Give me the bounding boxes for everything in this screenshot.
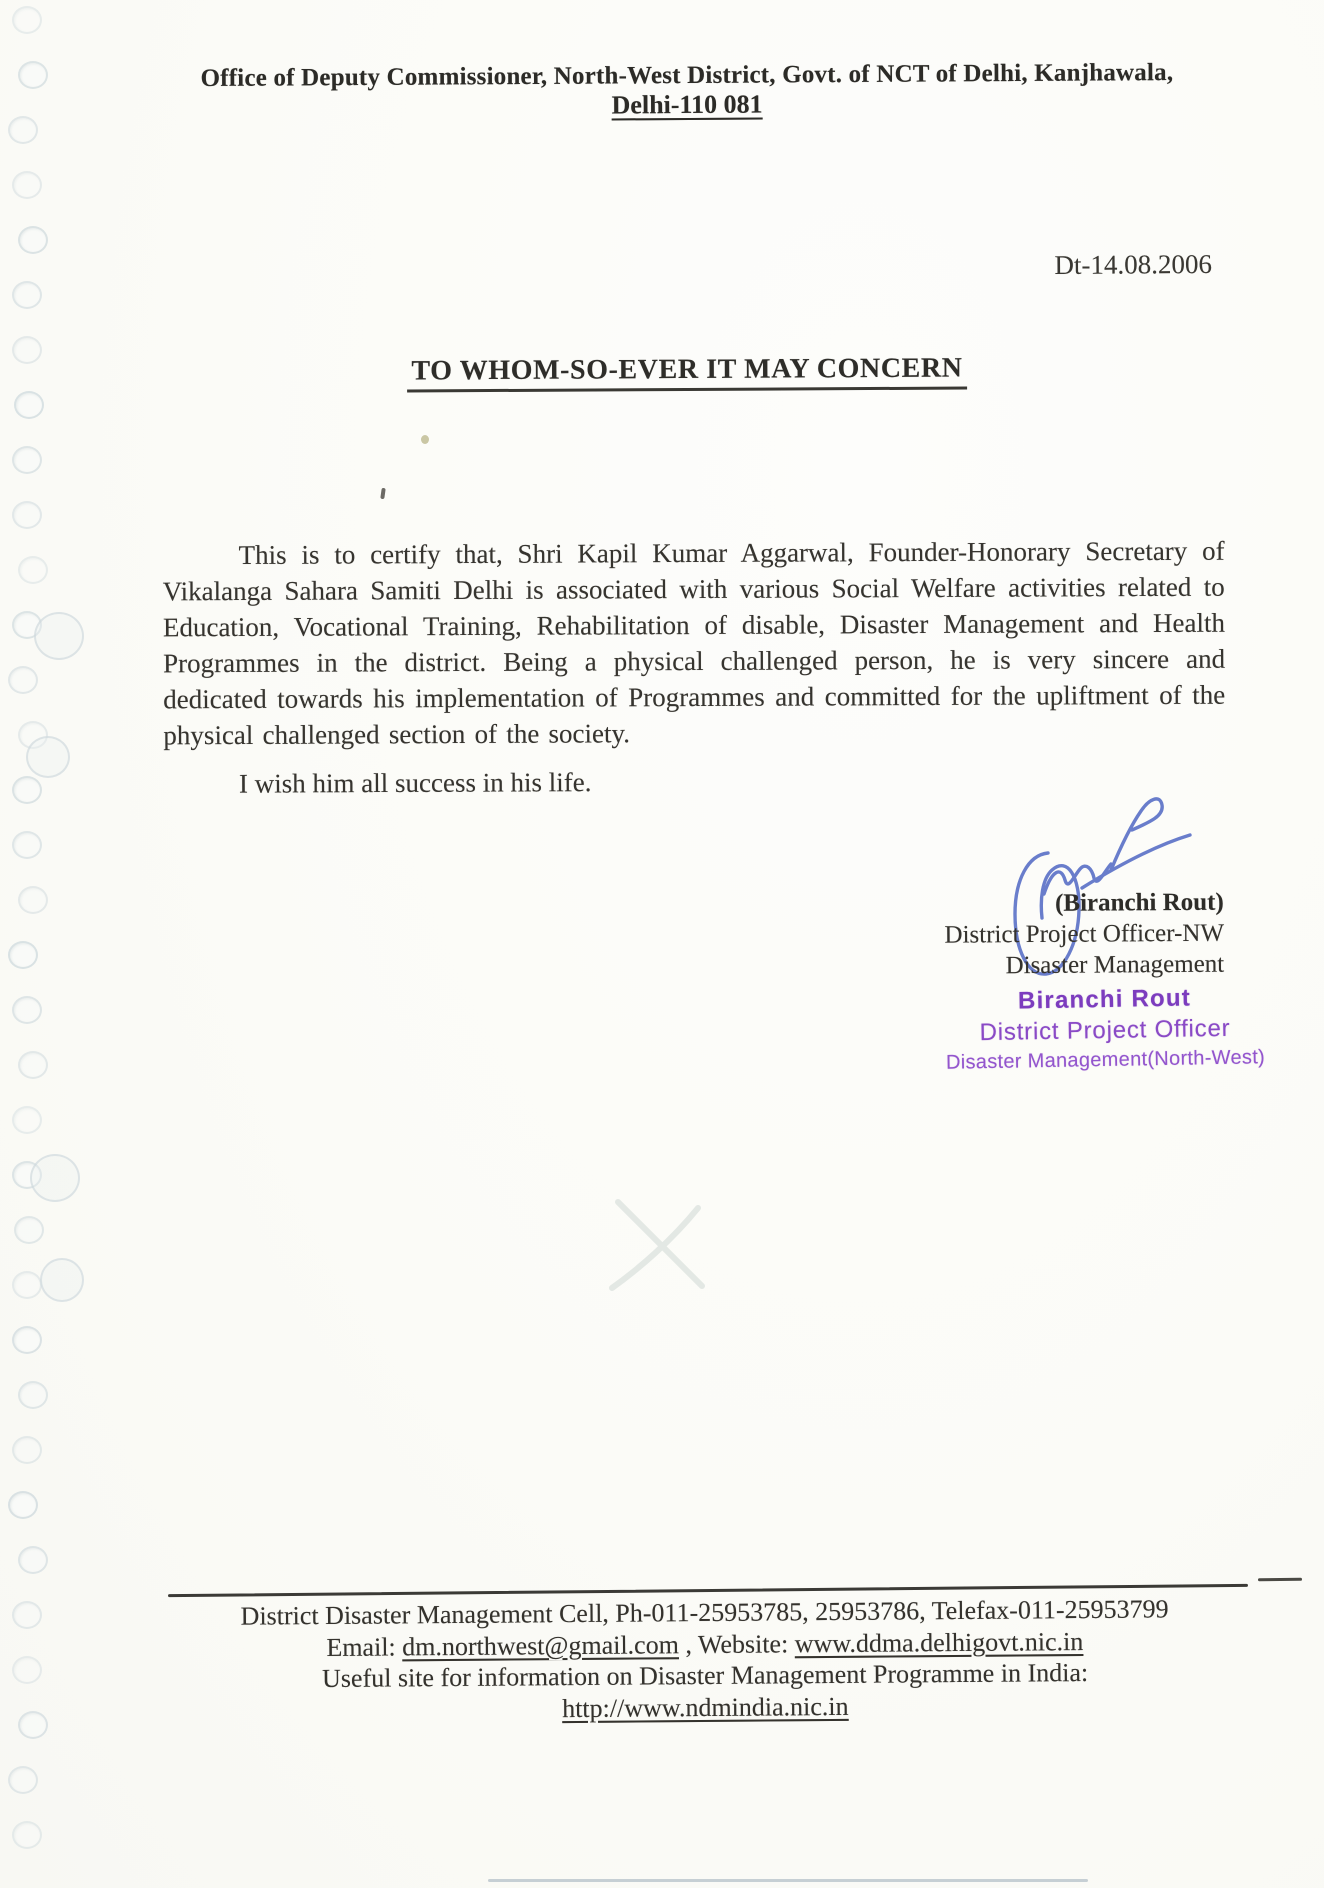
ndm-url-link[interactable]: http://www.ndmindia.nic.in xyxy=(562,1691,849,1723)
certificate-paragraph: This is to certify that, Shri Kapil Kumar Aggarwal, Founder-Honorary Secretary of Vikalanga Sahara Samiti Delhi is associated with various Social Welfare activities related to Education, Vocational Training, Rehabilitation of disable, Disaster Management and Health Programmes in the district. Being a physical challenged person, he is very sincere and dedicated towards his implementation of Programmes and committed for the upliftment of the physical challenged section of the society. xyxy=(162,535,1226,751)
binding-hole xyxy=(18,1546,48,1574)
footer-contact-line: District Disaster Management Cell, Ph-011-25953785, 25953786, Telefax-011-25953799 xyxy=(240,1594,1169,1631)
binding-hole xyxy=(8,1491,38,1519)
binding-hole xyxy=(12,1436,42,1464)
binding-hole xyxy=(12,501,42,529)
binding-hole xyxy=(18,1711,48,1739)
binding-hole xyxy=(12,171,42,199)
binding-hole xyxy=(12,1326,42,1354)
binding-hole xyxy=(8,941,38,969)
scan-smudge xyxy=(30,1154,80,1202)
signatory-department: Disaster Management xyxy=(1005,950,1225,980)
scan-smudge xyxy=(40,1258,84,1302)
binding-hole xyxy=(12,1271,42,1299)
scan-smudge xyxy=(34,612,84,660)
letter-title: TO WHOM-SO-EVER IT MAY CONCERN xyxy=(407,353,966,393)
signatory-title: District Project Officer-NW xyxy=(944,919,1225,949)
binding-holes-column xyxy=(0,0,110,1888)
binding-hole xyxy=(18,886,48,914)
binding-hole xyxy=(18,1381,48,1409)
binding-hole xyxy=(12,1656,42,1684)
office-stamp xyxy=(904,983,1305,1076)
letterhead xyxy=(60,58,1314,124)
scan-speck xyxy=(421,435,429,444)
binding-hole xyxy=(12,776,42,804)
signatory-block xyxy=(844,887,1225,983)
stamp-department: Disaster Management(North-West) xyxy=(945,1046,1266,1074)
binding-hole xyxy=(8,666,38,694)
footer-divider-dash xyxy=(1258,1578,1302,1581)
binding-hole xyxy=(12,996,42,1024)
binding-hole xyxy=(12,1821,42,1849)
scanner-edge-artifact xyxy=(488,1879,1088,1882)
letter-date: Dt-14.08.2006 xyxy=(1054,248,1213,281)
binding-hole xyxy=(12,1106,42,1134)
office-name: Office of Deputy Commissioner, North-West District, Govt. of NCT of Delhi, Kanjhawala, xyxy=(200,59,1174,92)
binding-hole xyxy=(12,831,42,859)
binding-hole xyxy=(18,226,48,254)
binding-hole xyxy=(8,1766,38,1794)
binding-hole xyxy=(12,1601,42,1629)
binding-hole xyxy=(14,391,44,419)
scan-smudge xyxy=(26,736,70,778)
binding-hole xyxy=(18,61,48,89)
binding-hole xyxy=(12,281,42,309)
letter-title-wrap xyxy=(60,351,1314,390)
website-link[interactable]: www.ddma.delhigovt.nic.in xyxy=(794,1626,1084,1658)
office-postal-code: Delhi-110 081 xyxy=(611,89,763,120)
website-label: , Website: xyxy=(685,1628,789,1659)
binding-hole xyxy=(12,446,42,474)
scan-speck xyxy=(380,488,385,499)
footer-info-line: Useful site for information on Disaster Management Programme in India: xyxy=(321,1657,1089,1694)
email-link[interactable]: dm.northwest@gmail.com xyxy=(402,1629,679,1661)
binding-hole xyxy=(18,1051,48,1079)
binding-hole xyxy=(12,336,42,364)
binding-hole xyxy=(18,556,48,584)
binding-hole xyxy=(12,6,42,34)
stamp-name: Biranchi Rout xyxy=(1017,984,1192,1015)
footer-block xyxy=(145,1594,1266,1729)
pencil-x-mark xyxy=(598,1188,724,1304)
email-label: Email: xyxy=(326,1631,396,1662)
signatory-name: (Biranchi Rout) xyxy=(1054,888,1224,917)
stamp-title: District Project Officer xyxy=(979,1014,1231,1047)
binding-hole xyxy=(14,1216,44,1244)
closing-line: I wish him all success in his life. xyxy=(238,767,592,799)
binding-hole xyxy=(8,116,38,144)
